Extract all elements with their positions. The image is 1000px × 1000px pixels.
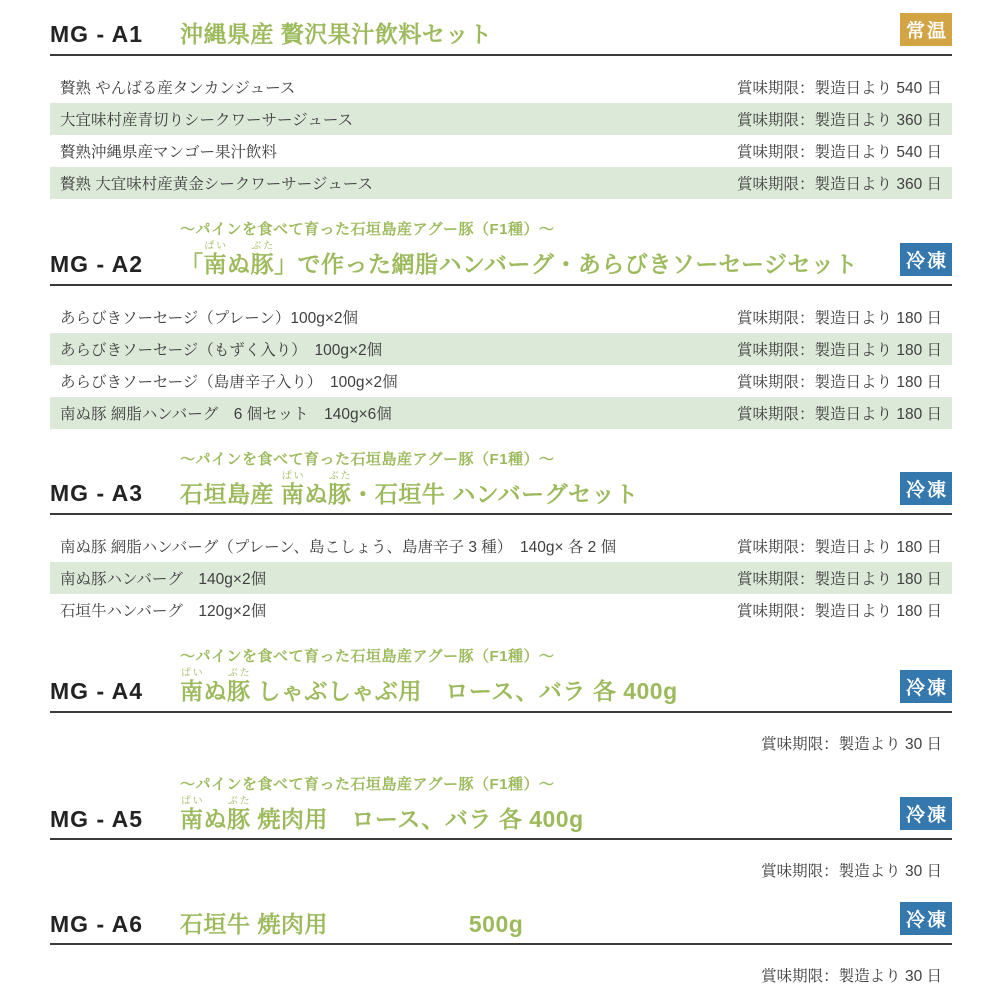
product-title: 南ぱいぬ豚ぶた しゃぶしゃぶ用 ロース、バラ 各 400g (180, 668, 678, 705)
header-divider (50, 54, 952, 56)
expiry-note: 賞味期限：製造より 30 日 (761, 968, 942, 986)
product-item-row (50, 135, 952, 167)
section-mg-a2 (50, 220, 952, 429)
product-item-row (50, 103, 952, 135)
section-header (50, 471, 952, 509)
product-code: MG - A6 (50, 910, 144, 937)
storage-type-badge-frozen: 冷凍 (900, 243, 952, 276)
expiry-note: 賞味期限：製造より 30 日 (761, 735, 942, 753)
product-title: 「南ぱいぬ豚ぶた」で作った網脂ハンバーグ・あらびきソーセージセット (180, 241, 859, 277)
header-divider (50, 513, 952, 515)
item-list (50, 71, 952, 199)
product-item-row (50, 562, 952, 594)
item-name: 贅熟沖縄県産マンゴー果汁飲料 (60, 144, 278, 161)
item-expiry: 賞味期限：製造日より 180 日 (737, 539, 942, 557)
product-item-row (50, 397, 952, 429)
item-name: 南ぬ豚ハンバーグ 140g×2個 (60, 571, 267, 589)
section-mg-a3 (50, 450, 952, 627)
item-expiry: 賞味期限：製造日より 360 日 (737, 176, 942, 193)
item-name: 大宜味村産青切りシークワーサージュース (60, 112, 354, 129)
header-divider (50, 711, 952, 713)
item-expiry: 賞味期限：製造日より 180 日 (737, 603, 942, 621)
section-subtitle: ～パインを食べて育った石垣島産アグー豚（F1種）～ (180, 775, 555, 793)
item-name: 石垣牛ハンバーグ 120g×2個 (60, 603, 267, 621)
product-item-row (50, 333, 952, 365)
header-divider (50, 284, 952, 286)
product-title: 南ぱいぬ豚ぶた 焼肉用 ロース、バラ 各 400g (180, 795, 584, 832)
item-name: あらびきソーセージ（プレーン）100g×2個 (60, 309, 358, 327)
section-header (50, 241, 952, 279)
item-name: 贅熟 やんばる産タンカンジュース (60, 80, 296, 97)
item-list (50, 301, 952, 429)
product-item-row (50, 167, 952, 199)
item-expiry: 賞味期限：製造日より 540 日 (737, 80, 942, 97)
product-code: MG - A1 (50, 21, 144, 48)
section-subtitle: ～パインを食べて育った石垣島産アグー豚（F1種）～ (180, 221, 555, 238)
item-expiry: 賞味期限：製造日より 360 日 (737, 112, 942, 129)
item-name: あらびきソーセージ（もずく入り） 100g×2個 (60, 341, 383, 359)
item-expiry: 賞味期限：製造日より 180 日 (737, 373, 942, 391)
section-mg-a5 (50, 775, 952, 882)
item-name: 南ぬ豚 網脂ハンバーグ（プレーン、島こしょう、島唐辛子 3 種） 140g× 各 2 個 (60, 539, 617, 557)
item-expiry: 賞味期限：製造日より 180 日 (737, 405, 942, 423)
product-code: MG - A3 (50, 480, 144, 507)
storage-type-badge-frozen: 冷凍 (900, 902, 952, 935)
item-expiry: 賞味期限：製造日より 540 日 (737, 144, 942, 161)
storage-type-badge-frozen: 冷凍 (900, 797, 952, 830)
product-item-row (50, 301, 952, 333)
header-divider (50, 838, 952, 840)
expiry-note: 賞味期限：製造より 30 日 (761, 863, 942, 881)
item-name: 贅熟 大宜味村産黄金シークワーサージュース (60, 176, 373, 193)
section-header (50, 668, 952, 706)
product-code: MG - A5 (50, 805, 144, 832)
item-name: 南ぬ豚 網脂ハンバーグ 6 個セット 140g×6個 (60, 405, 392, 423)
product-item-row (50, 594, 952, 626)
header-divider (50, 943, 952, 945)
storage-type-badge-frozen: 冷凍 (900, 472, 952, 505)
section-header (50, 796, 952, 834)
product-title: 沖縄県産 贅沢果汁飲料セット (180, 21, 493, 48)
product-code: MG - A2 (50, 250, 144, 277)
product-title: 石垣島産 南ぱいぬ豚ぶた・石垣牛 ハンバーグセット (180, 470, 639, 507)
item-list (50, 530, 952, 626)
product-item-row (50, 365, 952, 397)
storage-type-badge-frozen: 冷凍 (900, 670, 952, 703)
product-title: 石垣牛 焼肉用 500g (180, 910, 524, 937)
item-expiry: 賞味期限：製造日より 180 日 (737, 341, 942, 359)
section-subtitle: ～パインを食べて育った石垣島産アグー豚（F1種）～ (180, 450, 555, 468)
item-name: あらびきソーセージ（島唐辛子入り） 100g×2個 (60, 373, 398, 391)
section-mg-a1 (50, 13, 952, 199)
section-mg-a6 (50, 902, 952, 986)
product-item-row (50, 71, 952, 103)
section-header (50, 902, 952, 938)
item-expiry: 賞味期限：製造日より 180 日 (737, 309, 942, 327)
item-expiry: 賞味期限：製造日より 180 日 (737, 571, 942, 589)
section-header (50, 13, 952, 49)
product-item-row (50, 530, 952, 562)
section-subtitle: ～パインを食べて育った石垣島産アグー豚（F1種）～ (180, 648, 555, 666)
section-mg-a4 (50, 647, 952, 754)
product-code: MG - A4 (50, 678, 144, 705)
storage-type-badge-ambient: 常温 (900, 13, 952, 46)
